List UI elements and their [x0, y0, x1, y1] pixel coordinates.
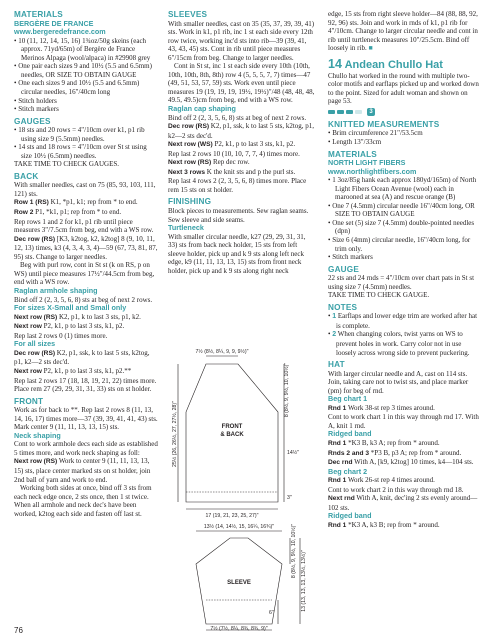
- side-length-label: 14½": [287, 450, 299, 456]
- gauges-heading: GAUGES: [14, 116, 51, 126]
- brand-url[interactable]: www.bergeredefrance.com: [14, 27, 106, 37]
- list-item: • Stitch markers: [14, 105, 159, 114]
- back-paragraph: Row 2 P1, *k1, p1; rep from * to end.: [14, 207, 122, 216]
- cuff-length-label: 6": [269, 610, 274, 616]
- gauge-heading: GAUGE: [328, 264, 360, 274]
- ridged-band-heading: Ridged band: [328, 429, 372, 439]
- raglan-depth-label: 8 (8½, 9, 9½, 10, 10½)": [284, 362, 290, 418]
- column-1: MATERIALS BERGÈRE DE FRANCE www.bergeredefrance.com • 10 (11, 12, 14, 15, 16) 1¾oz/50g skeins (each approx. 71yd/65m) of Bergère de France Merinos Alpaga (wool/alpaca) in #29908 grey • One pair each sizes 9 and 10½ (5.5 and 6.5mm) needles, OR SIZE TO OBTAIN GAUGE • One each sizes 9 and 10½ (5.5 and 6.5mm) circular needles, 16"/40cm long • Stitch holders • Stitch markers GAUGES • 18 sts and 20 rows = 4"/10cm over k1, p1 rib using size 9 (5.5mm) needles. • 14 sts and 18 rows = 4"/10cm over St st using size 10½ (6.5mm) needles. TAKE TIME TO CHECK GAUGES. BACK With smaller needles, cast on 75 (85, 93, 103, 111, 121) sts. Row 1 (RS) K1, *p1, k1; rep from * to end. Row 2 P1, *k1, p1; rep from * to end. Rep rows 1 and 2 for k1, p1 rib until piece measures 3"/7.5cm from beg, end with a WS row. Dec row (RS) [K3, k2tog, k2, k2tog] 8 (9, 10, 11, 12, 13) times, k3 (4, 3, 4, 3, 4)—59 (67, 73, 81, 87, 95) sts. Change to larger needles. Beg with purl row, cont in St st (k on RS, p on WS) until piece measures 17½"/44.5cm from beg, end with a WS row. Raglan armhole shaping Bind off 2 (2, 3, 5, 6, 8) sts at beg of next 2 rows. For sizes X-Small and Small only Next row (RS) K2, p1, k to last 3 sts, p1, k2. Next row P2, k1, p to last 3 sts, k1, p2. Rep last 2 rows 0 (1) times more. For all sizes Dec row (RS) K2, p1, ssk, k to last 5 sts, k2tog, p1, k2—2 sts dec'd. Next row P2, k1, p to last 3 sts, k1, p2.** Rep last 2 rows 17 (18, 18, 19, 21, 22) times more. Place rem 27 (29, 29, 31, 31, 33) sts on st holder. FRONT Work as for back to **. Rep last 2 rows 8 (11, 13, 14, 16, 17) times more—37 (39, 39, 41, 41, 43) sts. Mark center 9 (11, 11, 13, 13, 15) sts. Neck shaping Cont to work armhole decs each side as established 5 times more, and work neck shaping as foll: Next row (RS) Work to center 9 (11, 11, 13, 13, 15) sts, place center marked sts on st holder, join 2nd ball of yarn and work to end. Working both sides at once, bind off 3 sts from each neck edge once, 2 sts once, then 1 st twice. When all armhole and neck dec's have been worked, k2tog each side and fasten off last st.: [14, 10, 159, 518]
- sleeve-width-label: 13½ (14, 14½, 15, 16¼, 16¾)": [203, 524, 275, 530]
- cuff-width-label: 7½ (7½, 8¼, 8¾, 8¾, 9)": [210, 626, 268, 632]
- hat-intro: Chullo hat worked in the round with multiple two-color motifs and earflaps picked up and worked down to the point. Sized for adult woman and shown on page 53.: [328, 71, 479, 106]
- brand-name: BERGÈRE DE FRANCE: [14, 18, 94, 28]
- back-paragraph: Row 1 (RS) K1, *p1, k1; rep from * to end.: [14, 198, 138, 207]
- back-paragraph: With smaller needles, cast on 75 (85, 93, 103, 111, 121) sts.: [14, 181, 156, 198]
- skill-bar: [328, 110, 335, 114]
- front-paragraph: Work as for back to **. Rep last 2 rows 8 (11, 13, 14, 16, 17) times more—37 (39, 39, 41, 41, 43) sts. Mark center 9 (11, 11, 13, 13, 15) sts.: [14, 406, 158, 432]
- sleeve-label: SLEEVE: [227, 580, 251, 586]
- bottom-width-label: 17 (19, 21, 23, 25, 27)": [205, 513, 259, 519]
- list-item: • Stitch holders: [14, 97, 159, 106]
- list-item: • 18 sts and 20 rows = 4"/10cm over k1, p1 rib using size 9 (5.5mm) needles.: [14, 126, 159, 143]
- turtleneck-heading: Turtleneck: [168, 223, 204, 233]
- finishing-heading: FINISHING: [168, 197, 212, 207]
- back-paragraph: Dec row (RS) [K3, k2tog, k2, k2tog] 8 (9, 10, 11, 12, 13) times, k3 (4, 3, 4, 3, 4)—59 (67, 73, 81, 87, 95) sts. Change to larger needles.: [14, 234, 158, 261]
- column-2: SLEEVES With smaller needles, cast on 35 (35, 37, 39, 39, 41) sts. Work in k1, p1 rib, inc 1 st each side every 12th row twice, working inc'd sts into rib—39 (39, 41, 43, 43, 45) sts. Cont in rib until piece measures 6"/15cm from beg. Change to larger needles. Cont in St st, inc 1 st each side every 10th (10th, 10th, 10th, 8th, 8th) row 4 (5, 5, 5, 7, 7) times—47 (49, 51, 53, 57, 59) sts. Work even until piece measures 19 (19, 19, 19, 19½, 19½)"/48 (48, 48, 48, 49.5, 49.5)cm from beg, end with a WS row. Raglan cap shaping Bind off 2 (2, 3, 5, 6, 8) sts at beg of next 2 rows. Dec row (RS) K2, p1, ssk, k to last 5 sts, k2tog, p1, k2—2 sts dec'd. Next row (WS) P2, k1, p to last 3 sts, k1, p2. Rep last 2 rows 10 (10, 10, 7, 7, 4) times more. Next row (RS) Rep dec row. Next 3 rows K the knit sts and p the purl sts. Rep last 4 rows 2 (2, 3, 5, 6, 8) times more. Place rem 15 sts on st holder. FINISHING Block pieces to measurements. Sew raglan seams. Sew sleeve and side seams. Turtleneck With smaller circular needle, k27 (29, 29, 31, 31, 33) sts from back neck holder, 15 sts from left sleeve holder, pick up and k 9 sts along left neck edge, k9 (11, 11, 13, 13, 15) sts from front neck holder, pick up and k 9 sts along right neck: [168, 10, 315, 275]
- raglan-cap-heading: Raglan cap shaping: [168, 103, 236, 113]
- sleeves-heading: SLEEVES: [168, 10, 208, 19]
- list-item: • Stitch markers: [328, 253, 480, 262]
- back-paragraph: Rep rows 1 and 2 for k1, p1 rib until piece measures 3"/7.5cm from beg, end with a WS row.: [14, 217, 154, 235]
- sweater-schematic: [168, 342, 320, 632]
- knitted-measurements-heading: KNITTED MEASUREMENTS: [328, 119, 440, 129]
- raglan-heading: Raglan armhole shaping: [14, 285, 98, 295]
- end-mark: ■: [368, 44, 373, 53]
- skill-bar: [337, 110, 344, 114]
- skill-bar: [346, 110, 353, 114]
- list-item: • 14 sts and 18 rows = 4"/10cm over St st using size 10½ (6.5mm) needles.: [14, 143, 159, 160]
- front-heading: FRONT: [14, 396, 44, 406]
- page-number: 76: [14, 626, 23, 635]
- list-item: • Length 13"/33cm: [328, 138, 480, 147]
- back-heading: BACK: [14, 171, 39, 181]
- materials-heading: MATERIALS: [14, 10, 63, 19]
- list-item: • One set (5) size 7 (4.5mm) double-pointed needles (dpn): [328, 219, 480, 236]
- note-item: • 2 When changing colors, twist yarns on WS to prevent holes in work. Carry color not in use loosely across wrong side to prevent puckering.: [328, 330, 480, 357]
- chart2-heading: Beg chart 2: [328, 466, 368, 476]
- all-sizes-heading: For all sizes: [14, 339, 56, 349]
- raglan-paragraph: Bind off 2 (2, 3, 5, 6, 8) sts at beg of next 2 rows.: [14, 295, 153, 304]
- back-label: & BACK: [220, 432, 244, 438]
- materials-heading-2: MATERIALS: [328, 149, 377, 159]
- skill-bar: [355, 110, 362, 114]
- hat-title: 14 Andean Chullo Hat: [328, 56, 443, 71]
- hat-heading: HAT: [328, 360, 345, 370]
- rib-length-label: 3": [287, 495, 292, 501]
- length-label: 25½ (26, 26½, 27, 27½, 28)": [172, 401, 178, 467]
- list-item: • 10 (11, 12, 14, 15, 16) 1¾oz/50g skeins (each approx. 71yd/65m) of Bergère de France Merinos Alpaga (wool/alpaca) in #29908 grey: [14, 37, 159, 63]
- skill-level-indicator: [328, 108, 480, 116]
- list-item: • One 7 (4.5mm) circular needle 16"/40cm long, OR SIZE TO OBTAIN GAUGE: [328, 202, 480, 219]
- small-sizes-heading: For sizes X-Small and Small only: [14, 303, 127, 313]
- notes-heading: NOTES: [328, 302, 358, 312]
- list-item: • Brim circumference 21"/53.5cm: [328, 129, 480, 138]
- front-label: FRONT: [221, 424, 243, 430]
- neck-heading: Neck shaping: [14, 430, 61, 440]
- back-paragraph: Beg with purl row, cont in St st (k on RS, p on WS) until piece measures 17½"/44.5cm from beg, end with a WS row.: [14, 261, 155, 287]
- note-item: • 1 Earflaps and lower edge trim are worked after hat is complete.: [328, 312, 480, 330]
- chart1-heading: Beg chart 1: [328, 394, 368, 404]
- list-item: • Size 6 (4mm) circular needle, 16"/40cm long, for trim only.: [328, 236, 480, 253]
- gauges-list: [14, 126, 159, 160]
- brand-name-2: NORTH LIGHT FIBERS: [328, 158, 406, 168]
- list-item: • One pair each sizes 9 and 10½ (5.5 and 6.5mm) needles, OR SIZE TO OBTAIN GAUGE: [14, 62, 159, 79]
- column-3: edge, 15 sts from right sleeve holder—84 (88, 88, 92, 92, 96) sts. Join and work in rnds of k1, p1 rib for 4"/10cm. Change to larger circular needle and cont in rib until turtleneck measures 10"/25.5cm. Bind off loosely in rib. ■ 14 Andean Chullo Hat Chullo hat worked in the round with multiple two-color motifs and earflaps picked up and worked down to the point. Sized for adult woman and shown on page 53. 3 KNITTED MEASUREMENTS • Brim circumference 21"/53.5cm • Length 13"/33cm MATERIALS NORTH LIGHT FIBERS www.northlightfibers.com • 1 3oz/85g hank each approx 180yd/165m) of North Light Fibers Ocean Avenue (wool) each in marooned at sea (A) and rescue orange (B) • One 7 (4.5mm) circular needle 16"/40cm long, OR SIZE TO OBTAIN GAUGE • One set (5) size 7 (4.5mm) double-pointed needles (dpn) • Size 6 (4mm) circular needle, 16"/40cm long, for trim only. • Stitch markers GAUGE 22 sts and 24 rnds = 4"/10cm over chart pats in St st using size 7 (4.5mm) needles. TAKE TIME TO CHECK GAUGE. NOTES • 1 Earflaps and lower edge trim are worked after hat is complete. • 2 When changing colors, twist yarns on WS to prevent holes in work. Carry color not in use loosely across wrong side to prevent puckering. HAT With larger circular needle and A, cast on 114 sts. Join, taking care not to twist sts, and place marker (pm) for beg of rnd. Beg chart 1 Rnd 1 Work 38-st rep 3 times around. Cont to work chart 1 in this way through rnd 17. With A, knit 1 rnd. Ridged band Rnd 1 *K3 B, k3 A; rep from * around. Rnds 2 and 3 *P3 B, p3 A; rep from * around. Dec rnd With A, [k9, k2tog] 10 times, k4—104 sts. Beg chart 2 Rnd 1 Work 26-st rep 4 times around. Cont to work chart 2 in this way through rnd 18. Next rnd With A, knit, dec'ing 2 sts evenly around—102 sts. Ridged band Rnd 1 *K3 A, k3 B; rep from * around.: [328, 10, 480, 531]
- materials-list: [14, 37, 159, 114]
- list-item: • One each sizes 9 and 10½ (5.5 and 6.5mm) circular needles, 16"/40cm long: [14, 79, 159, 96]
- sleeve-cap-label: 8 (8½, 9, 9½, 10, 10½)": [291, 523, 297, 579]
- list-item: • 1 3oz/85g hank each approx 180yd/165m) of North Light Fibers Ocean Avenue (wool) each in marooned at sea (A) and rescue orange (B): [328, 176, 480, 202]
- sleeve-length-label: 13 (13, 13, 13, 13½, 13½)": [301, 550, 307, 612]
- brand-url-2[interactable]: www.northlightfibers.com: [328, 166, 417, 176]
- gauge-note: TAKE TIME TO CHECK GAUGES.: [14, 160, 120, 169]
- skill-level-badge: 3: [367, 108, 375, 116]
- top-width-label: 7½ (8½, 8¼, 9, 9, 9½)": [195, 349, 249, 355]
- ridged-band-heading-2: Ridged band: [328, 511, 372, 521]
